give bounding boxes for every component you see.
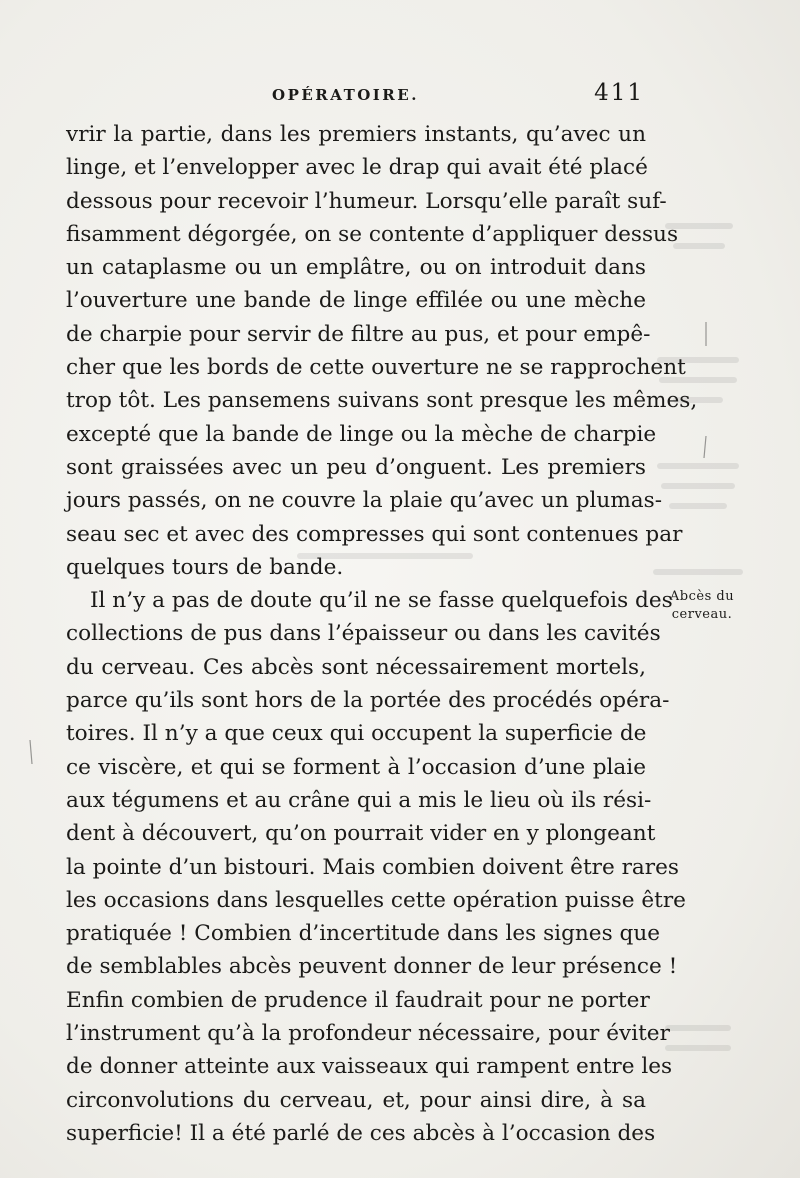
text-line: l’instrument qu’à la profondeur nécessaire, pour éviter <box>66 1021 670 1047</box>
text-line: dessous pour recevoir l’humeur. Lorsqu’elle paraît suf- <box>66 188 667 214</box>
text-line: superficie! Il a été parlé de ces abcès à l’occasion des <box>66 1120 656 1146</box>
text-line: pratiquée ! Combien d’incertitude dans les signes que <box>66 921 661 947</box>
margin-note <box>652 588 752 624</box>
text-line: cher que les bords de cette ouverture ne se rapprochent <box>66 355 686 381</box>
page-number: 411 <box>594 80 644 106</box>
text-line: dent à découvert, qu’on pourrait vider en y plongeant <box>66 821 656 847</box>
text-line: un cataplasme ou un emplâtre, ou on introduit dans <box>66 255 646 281</box>
running-head <box>66 80 644 110</box>
text-line: fisamment dégorgée, on se contente d’appliquer dessus <box>66 221 679 247</box>
running-title: OPÉRATOIRE. <box>272 86 419 104</box>
text-line: l’ouverture une bande de linge effilée ou une mèche <box>66 288 646 314</box>
text-line: la pointe d’un bistouri. Mais combien doivent être rares <box>66 854 679 880</box>
text-line: Enfin combien de prudence il faudrait pour ne porter <box>66 987 650 1013</box>
text-line: seau sec et avec des compresses qui sont contenues par <box>66 521 683 547</box>
text-line: vrir la partie, dans les premiers instants, qu’avec un <box>66 122 646 147</box>
text-line: les occasions dans lesquelles cette opération puisse être <box>66 887 686 913</box>
text-line: collections de pus dans l’épaisseur ou dans les cavités <box>66 621 661 647</box>
text-line: du cerveau. Ces abcès sont nécessairement mortels, <box>66 654 646 680</box>
margin-note-line: cerveau. <box>671 607 733 622</box>
text-line: de donner atteinte aux vaisseaux qui rampent entre les <box>66 1054 673 1080</box>
text-line: parce qu’ils sont hors de la portée des procédés opéra- <box>66 688 670 714</box>
text-line: Il n’y a pas de doute qu’il ne se fasse quelquefois des <box>90 588 673 614</box>
text-line: sont graissées avec un peu d’onguent. Les premiers <box>66 454 646 480</box>
text-line: jours passés, on ne couvre la plaie qu’avec un plumas- <box>66 488 663 514</box>
body-text <box>66 118 698 1150</box>
margin-note-line: Abcès du <box>669 589 735 604</box>
text-line: ce viscère, et qui se forment à l’occasion d’une plaie <box>66 754 646 780</box>
text-line: aux tégumens et au crâne qui a mis le lieu où ils rési- <box>66 787 652 813</box>
text-line: linge, et l’envelopper avec le drap qui avait été placé <box>66 155 648 181</box>
text-line: quelques tours de bande. <box>66 554 344 580</box>
text-line: trop tôt. Les pansemens suivans sont presque les mêmes, <box>66 388 698 414</box>
text-line: de charpie pour servir de filtre au pus, et pour empê- <box>66 321 651 347</box>
text-line: excepté que la bande de linge ou la mèche de charpie <box>66 421 657 447</box>
text-line: toires. Il n’y a que ceux qui occupent la superficie de <box>66 721 647 747</box>
text-line: circonvolutions du cerveau, et, pour ainsi dire, à sa <box>66 1087 646 1113</box>
text-line: de semblables abcès peuvent donner de leur présence ! <box>66 954 678 980</box>
